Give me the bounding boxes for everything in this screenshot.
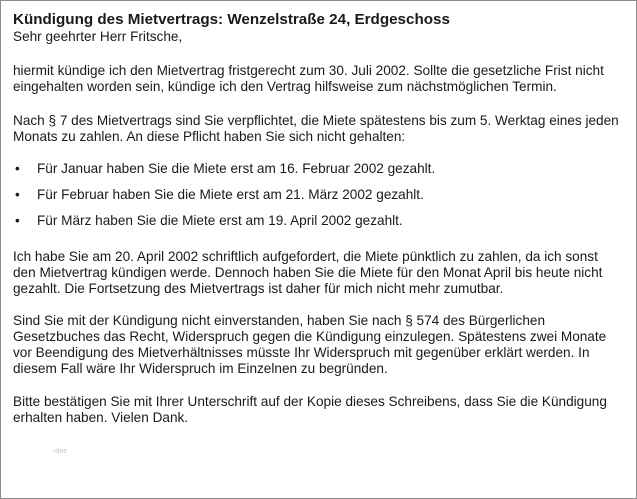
paragraph-termination: hiermit kündige ich den Mietvertrag fristgerecht zum 30. Juli 2002. Sollte die gesetzliche Frist nicht eingehalten worden sein, kündige ich den Vertrag hilfsweise zum nächstmöglichen Termin. [13, 63, 604, 94]
paragraph-reminder: Ich habe Sie am 20. April 2002 schriftlich aufgefordert, die Miete pünktlich zu zahlen, da ich sonst den Mietvertrag kündigen werde. Dennoch haben Sie die Miete für den Monat April bis heute nicht gezahlt. Die Fortsetzung des Mietvertrags ist daher für mich nicht mehr zumutbar. [13, 249, 603, 296]
list-item-text: Für März haben Sie die Miete erst am 19. April 2002 gezahlt. [37, 213, 403, 228]
bullet-icon: • [15, 213, 20, 228]
paragraph-confirmation: Bitte bestätigen Sie mit Ihrer Unterschrift auf der Kopie dieses Schreibens, dass Sie die Kündigung erhalten haben. Vielen Dank. [13, 394, 607, 425]
list-item-text: Für Februar haben Sie die Miete erst am 21. März 2002 gezahlt. [37, 187, 424, 202]
list-item [13, 187, 623, 203]
bullet-icon: • [15, 187, 20, 202]
list-item [13, 161, 623, 177]
list-item [13, 213, 623, 229]
paragraph-payment-obligation: Nach § 7 des Mietvertrags sind Sie verpflichtet, die Miete spätestens bis zum 5. Werktag eines jeden Monats zu zahlen. An diese Pflicht haben Sie sich nicht gehalten: [13, 113, 619, 144]
list-item-text: Für Januar haben Sie die Miete erst am 16. Februar 2002 gezahlt. [37, 161, 436, 176]
paragraph-objection-right: Sind Sie mit der Kündigung nicht einverstanden, haben Sie nach § 574 des Bürgerlichen Gesetzbuches das Recht, Widerspruch gegen die Kündigung einzulegen. Spätestens zwei Monate vor Beendigung des Mietverhältnisses müsste Ihr Widerspruch mit gegenüber erklärt werden. In diesem Fall wäre Ihr Widerspruch im Einzelnen zu begründen. [13, 313, 607, 376]
letter-title: Kündigung des Mietvertrags: Wenzelstraße 24, Erdgeschoss [13, 11, 450, 28]
late-payment-list [13, 161, 623, 229]
watermark: idee [54, 448, 68, 455]
bullet-icon: • [15, 161, 20, 176]
salutation: Sehr geehrter Herr Fritsche, [13, 29, 183, 44]
letter-body [13, 9, 623, 426]
